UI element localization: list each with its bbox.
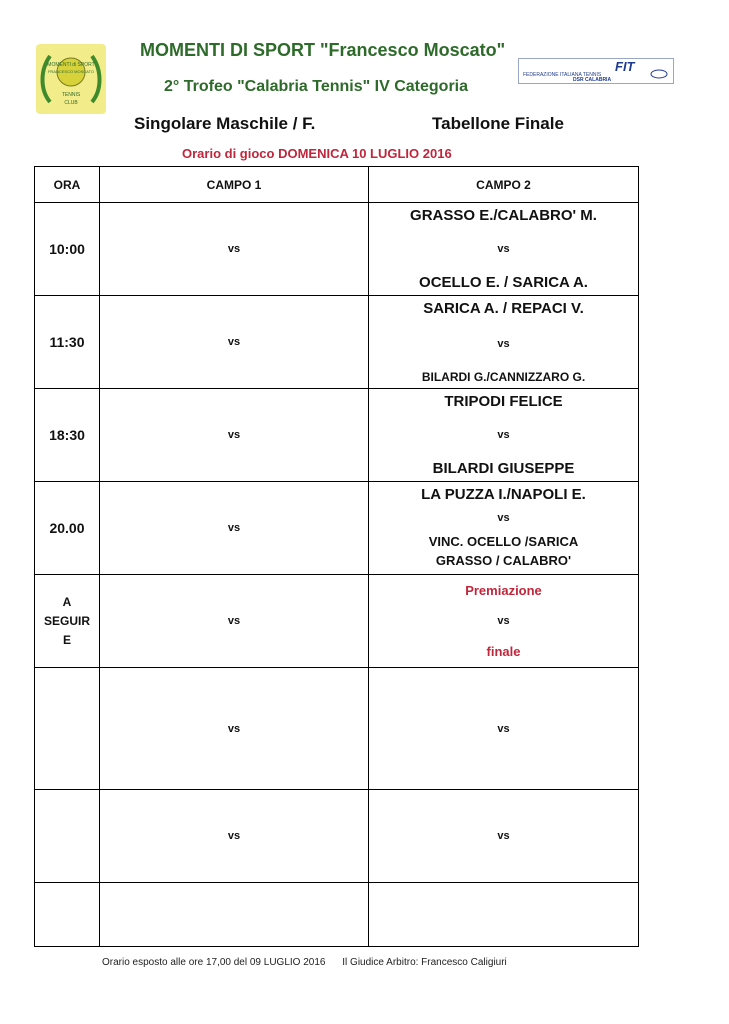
match-vs: vs	[497, 511, 510, 524]
svg-text:TENNIS: TENNIS	[61, 92, 81, 98]
campo-1-cell	[100, 883, 369, 947]
time-cell	[35, 668, 100, 790]
campo-1-cell: vs	[100, 482, 369, 575]
table-row	[35, 482, 639, 575]
footer	[102, 957, 521, 968]
match-player-top: SARICA A. / REPACI V.	[423, 300, 584, 317]
bottom-line-2: GRASSO / CALABRO'	[435, 553, 572, 568]
match-player-top: TRIPODI FELICE	[444, 393, 563, 410]
fit-logo	[518, 58, 674, 84]
table-row	[35, 389, 639, 482]
header-campo-2: CAMPO 2	[369, 167, 639, 203]
match-player-bottom: OCELLO E. / SARICA A.	[419, 274, 588, 291]
bottom-line-1: VINC. OCELLO /SARICA	[428, 534, 579, 549]
campo-1-cell: vs	[100, 575, 369, 668]
table-header-row	[35, 167, 639, 203]
match-vs: vs	[497, 429, 510, 441]
campo-1-cell: vs	[100, 389, 369, 482]
time-cell: 20.00	[35, 482, 100, 575]
match-vs: vs	[497, 243, 510, 255]
campo-1-cell: vs	[100, 790, 369, 883]
time-cell	[35, 883, 100, 947]
svg-text:FRANCESCO MOSCATO: FRANCESCO MOSCATO	[47, 69, 95, 74]
match-player-bottom: BILARDI GIUSEPPE	[432, 460, 575, 477]
campo-2-cell: vs	[369, 790, 639, 883]
match-player-bottom	[429, 532, 579, 570]
header-ora: ORA	[35, 167, 100, 203]
table-row	[35, 790, 639, 883]
campo-2-cell	[369, 482, 639, 575]
svg-text:FIT: FIT	[615, 59, 635, 74]
time-cell: A SEGUIR E	[35, 575, 100, 668]
campo-2-cell	[369, 389, 639, 482]
time-cell: 10:00	[35, 203, 100, 296]
table-row	[35, 296, 639, 389]
schedule-date: Orario di gioco DOMENICA 10 LUGLIO 2016	[182, 146, 452, 161]
campo-1-cell: vs	[100, 668, 369, 790]
campo-1-cell: vs	[100, 203, 369, 296]
match-vs: vs	[497, 337, 510, 350]
table-row	[35, 203, 639, 296]
campo-2-cell	[369, 296, 639, 389]
momenti-di-sport-logo	[36, 44, 106, 114]
campo-1-cell: vs	[100, 296, 369, 389]
match-player-top: LA PUZZA I./NAPOLI E.	[421, 486, 586, 503]
draw-stage: Tabellone Finale	[432, 114, 564, 133]
campo-2-cell	[369, 575, 639, 668]
campo-2-cell	[369, 203, 639, 296]
match-vs: vs	[497, 615, 510, 627]
event-category: Singolare Maschile / F.	[134, 114, 316, 133]
table-row	[35, 668, 639, 790]
table-row	[35, 575, 639, 668]
schedule-table	[34, 166, 639, 947]
award-ceremony-label: Premiazione	[465, 583, 542, 598]
svg-text:MOMENTI di SPORT: MOMENTI di SPORT	[47, 62, 95, 68]
posted-time: Orario esposto alle ore 17,00 del 09 LUGLIO 2016	[102, 957, 326, 968]
campo-2-cell: vs	[369, 668, 639, 790]
svg-text:CLUB: CLUB	[64, 100, 78, 106]
campo-2-cell	[369, 883, 639, 947]
time-cell: 18:30	[35, 389, 100, 482]
final-label: finale	[486, 644, 521, 659]
page-title: MOMENTI DI SPORT "Francesco Moscato"	[140, 40, 506, 60]
time-cell	[35, 790, 100, 883]
match-player-bottom: BILARDI G./CANNIZZARO G.	[421, 370, 586, 384]
header-campo-1: CAMPO 1	[100, 167, 369, 203]
referee-name: Il Giudice Arbitro: Francesco Caligiuri	[342, 957, 507, 968]
time-cell: 11:30	[35, 296, 100, 389]
match-player-top: GRASSO E./CALABRO' M.	[410, 207, 597, 224]
svg-text:FEDERAZIONE ITALIANA TENNIS: FEDERAZIONE ITALIANA TENNIS	[523, 72, 602, 78]
svg-text:DSR CALABRIA: DSR CALABRIA	[573, 77, 612, 83]
table-row	[35, 883, 639, 947]
tournament-subtitle: 2° Trofeo "Calabria Tennis" IV Categoria	[164, 78, 469, 95]
